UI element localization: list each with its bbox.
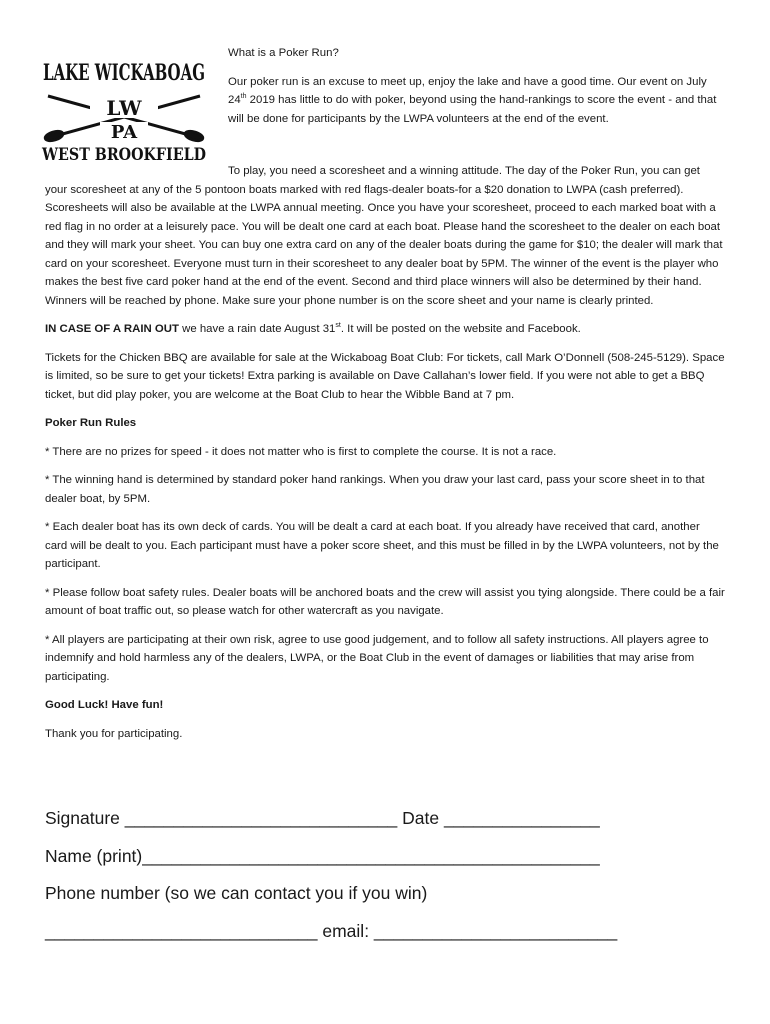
logo-town-name: WEST BROOKFIELD: [41, 145, 207, 165]
signature-date-line[interactable]: Signature ____________________________ Date ________________: [45, 808, 600, 828]
rule-item: * All players are participating at their own risk, agree to use good judgement, and to follow all safety instructions. All players agree to indemnify and hold harmless any of the dealers, LWPA, or the Boat Club in the event of damages or liabilities that may arise from participating.: [45, 633, 709, 683]
rain-out-heading: IN CASE OF A RAIN OUT: [45, 323, 179, 335]
intro-question: What is a Poker Run?: [228, 47, 339, 59]
logo-pa: PA: [110, 122, 138, 143]
intro-section: [228, 44, 724, 138]
rules-heading: Poker Run Rules: [45, 417, 137, 429]
thank-you-text: Thank you for participating.: [45, 727, 183, 740]
intro-text-b: 2019 has little to do with poker, beyond using the hand-rankings to score the event - and that will be done for participants by the LWPA volunteers at the end of the event.: [228, 94, 717, 125]
body-section: [45, 162, 725, 753]
rule-item: * There are no prizes for speed - it does not matter who is first to complete the course. It is not a race.: [45, 445, 557, 458]
rule-item: * Please follow boat safety rules. Dealer boats will be anchored boats and the crew will assist you tying alongside. There could be a fair amount of boat traffic out, so please watch for other watercraft as you navigate.: [45, 586, 725, 617]
intro-paragraph: [228, 73, 724, 129]
name-print-line[interactable]: Name (print)_______________________________________________: [45, 845, 600, 866]
signature-form: [45, 800, 735, 950]
rain-date-paragraph: [45, 320, 725, 339]
phone-email-line[interactable]: ____________________________ email: _________________________: [45, 920, 618, 941]
rain-sup: st: [335, 322, 341, 330]
logo-lw: LW: [106, 96, 142, 120]
good-luck-text: Good Luck! Have fun!: [45, 699, 164, 711]
rule-item: * Each dealer boat has its own deck of cards. You will be dealt a card at each boat. If you already have received that card, another card will be dealt to you. Each participant must have a poker score sheet, and this must be filled in by the LWPA volunteers, not by the participant.: [45, 521, 719, 570]
rule-item: * The winning hand is determined by standard poker hand rankings. When you draw your last card, pass your score sheet in to that dealer boat, by 5PM.: [45, 474, 705, 505]
rain-text-a: we have a rain date August 31: [178, 323, 336, 335]
intro-text-a: Our poker run is an excuse to meet up, enjoy the lake and have a good time. Our event on July 24: [228, 75, 707, 106]
tickets-paragraph: Tickets for the Chicken BBQ are available for sale at the Wickaboag Boat Club: For tickets, call Mark O’Donnell (508-245-5129). Space is limited, so be sure to get your tickets! Extra parking is available on Dave Callahan’s lower field. If you were not able to get a BBQ ticket, but did play poker, you are welcome at the Boat Club to hear the Wibble Band at 7 pm.: [45, 351, 725, 401]
intro-sup: th: [240, 93, 247, 101]
phone-number-label: Phone number (so we can contact you if you win): [45, 883, 428, 903]
how-to-play-paragraph: To play, you need a scoresheet and a winning attitude. The day of the Poker Run, you can get your scoresheet at any of the 5 pontoon boats marked with red flags-dealer boats-for a $20 donation to LWPA (cash preferred). Scoresheets will also be available at the LWPA annual meeting. Once you have your scoresheet, proceed to each marked boat with a red flag in no order at a leisurely pace. You will be dealt one card at each boat. Please hand the scoresheet to the dealer on each boat and they will mark your sheet. You can buy one extra card on any of the dealer boats during the game for $10; the dealer will mark that card on your scoresheet. Everyone must turn in their scoresheet to any dealer boat by 5PM. The winner of the event is the player who makes the best five card poker hand at the end of the event. Second and third place winners will also be determined by their hand. Winners will be reached by phone. Make sure your phone number is on the score sheet and your name is clearly printed.: [45, 165, 723, 307]
lake-wickaboag-logo: [40, 52, 208, 164]
rain-text-b: . It will be posted on the website and Facebook.: [340, 323, 581, 335]
logo-lake-name: LAKE WICKABOAG: [43, 60, 205, 86]
